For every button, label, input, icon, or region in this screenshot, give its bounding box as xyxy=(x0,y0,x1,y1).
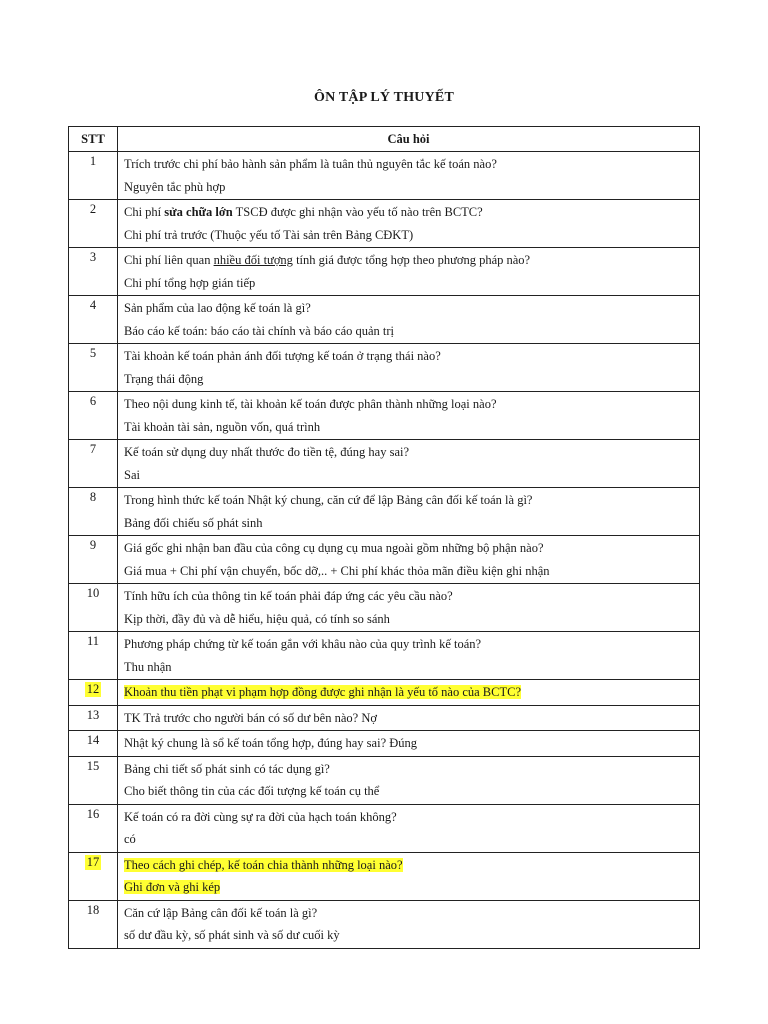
row-number: 8 xyxy=(89,490,97,504)
answer-text: Trạng thái động xyxy=(124,371,204,386)
question-table xyxy=(68,126,700,949)
table-row xyxy=(69,632,700,680)
row-number: 1 xyxy=(89,154,97,168)
table-row xyxy=(69,152,700,200)
answer-text: Chi phí trả trước (Thuộc yếu tố Tài sản trên Bảng CĐKT) xyxy=(124,227,414,242)
underlined-text: nhiều đối tượng xyxy=(213,253,293,267)
answer-text: Bảng đối chiếu số phát sinh xyxy=(124,515,263,530)
question-text: Trong hình thức kế toán Nhật ký chung, căn cứ để lập Bảng cân đối kế toán là gì? xyxy=(124,493,533,507)
answer-text: Kịp thời, đầy đủ và dễ hiểu, hiệu quả, có tính so sánh xyxy=(124,611,390,626)
row-number: 18 xyxy=(86,902,100,917)
question-text: Trích trước chi phí bảo hành sản phẩm là tuân thủ nguyên tắc kế toán nào? xyxy=(124,157,497,171)
table-row xyxy=(69,248,700,296)
answer-text: Cho biết thông tin của các đối tượng kế toán cụ thể xyxy=(124,784,380,798)
table-row xyxy=(69,488,700,536)
table-row xyxy=(69,392,700,440)
row-number: 5 xyxy=(89,346,97,360)
question-text: Chi phí liên quan nhiều đối tượng tính giá được tổng hợp theo phương pháp nào? xyxy=(124,253,531,267)
question-text: Sản phẩm của lao động kế toán là gì? xyxy=(124,301,311,315)
question-text: Phương pháp chứng từ kế toán gắn với khâu nào của quy trình kế toán? xyxy=(124,637,482,651)
answer-text: Thu nhận xyxy=(124,659,172,674)
question-text: Tính hữu ích của thông tin kế toán phải đáp ứng các yêu cầu nào? xyxy=(124,589,453,603)
question-text: Chi phí sửa chữa lớn TSCĐ được ghi nhận vào yếu tố nào trên BCTC? xyxy=(124,205,483,219)
row-number: 6 xyxy=(89,394,97,408)
answer-text: có xyxy=(124,832,136,846)
row-number: 9 xyxy=(89,538,97,552)
table-row xyxy=(69,344,700,392)
answer-text: số dư đầu kỳ, số phát sinh và số dư cuối kỳ xyxy=(124,928,340,942)
question-text: Theo cách ghi chép, kế toán chia thành những loại nào? xyxy=(124,857,403,872)
row-number: 2 xyxy=(89,202,97,216)
question-text: Kế toán sử dụng duy nhất thước đo tiền tệ, đúng hay sai? xyxy=(124,445,410,459)
row-number: 10 xyxy=(86,586,100,600)
question-text: Khoản thu tiền phạt vi phạm hợp đồng được ghi nhận là yếu tố nào của BCTC? xyxy=(124,685,522,699)
page-title: ÔN TẬP LÝ THUYẾT xyxy=(314,90,454,105)
answer-text: Tài khoản tài sản, nguồn vốn, quá trình xyxy=(124,419,321,434)
table-row xyxy=(69,731,700,757)
question-text: Kế toán có ra đời cùng sự ra đời của hạch toán không? xyxy=(124,809,397,824)
row-number: 15 xyxy=(86,758,100,773)
row-number: 17 xyxy=(86,854,100,869)
answer-text: Giá mua + Chi phí vận chuyển, bốc dỡ,.. + Chi phí khác thỏa mãn điều kiện ghi nhận xyxy=(124,563,550,578)
answer-text: Nguyên tắc phù hợp xyxy=(124,179,226,194)
row-number: 3 xyxy=(89,250,97,264)
header-stt: STT xyxy=(69,127,118,152)
table-row xyxy=(69,584,700,632)
question-text: Giá gốc ghi nhận ban đầu của công cụ dụng cụ mua ngoài gồm những bộ phận nào? xyxy=(124,541,544,555)
question-text: Tài khoản kế toán phản ánh đối tượng kế toán ở trạng thái nào? xyxy=(124,349,441,363)
table-row xyxy=(69,804,700,852)
row-number: 12 xyxy=(86,682,100,696)
table-row xyxy=(69,200,700,248)
question-text: Theo nội dung kinh tế, tài khoản kế toán được phân thành những loại nào? xyxy=(124,397,497,411)
row-number: 4 xyxy=(89,298,97,312)
emphasis-text: sửa chữa lớn xyxy=(164,205,233,219)
table-row xyxy=(69,900,700,948)
table-row xyxy=(69,705,700,731)
row-number: 16 xyxy=(86,806,100,821)
row-number: 14 xyxy=(86,733,100,747)
header-question: Câu hỏi xyxy=(118,127,700,152)
table-row xyxy=(69,756,700,804)
answer-text: Chi phí tổng hợp gián tiếp xyxy=(124,275,256,290)
table-header-row xyxy=(69,127,700,152)
row-number: 13 xyxy=(86,707,100,722)
row-number: 7 xyxy=(89,442,97,456)
answer-text: Sai xyxy=(124,467,140,482)
question-text: Bảng chi tiết số phát sinh có tác dụng gì? xyxy=(124,761,330,776)
answer-text: Báo cáo kế toán: báo cáo tài chính và báo cáo quản trị xyxy=(124,323,395,338)
answer-text: Ghi đơn và ghi kép xyxy=(124,880,221,894)
question-text: Nhật ký chung là sổ kế toán tổng hợp, đúng hay sai? Đúng xyxy=(124,736,418,750)
question-text: TK Trả trước cho người bán có số dư bên nào? Nợ xyxy=(124,710,377,725)
table-row xyxy=(69,296,700,344)
table-row xyxy=(69,680,700,706)
question-text: Căn cứ lập Bảng cân đối kế toán là gì? xyxy=(124,905,318,920)
table-row xyxy=(69,440,700,488)
table-row xyxy=(69,536,700,584)
row-number: 11 xyxy=(86,634,100,648)
table-row xyxy=(69,852,700,900)
